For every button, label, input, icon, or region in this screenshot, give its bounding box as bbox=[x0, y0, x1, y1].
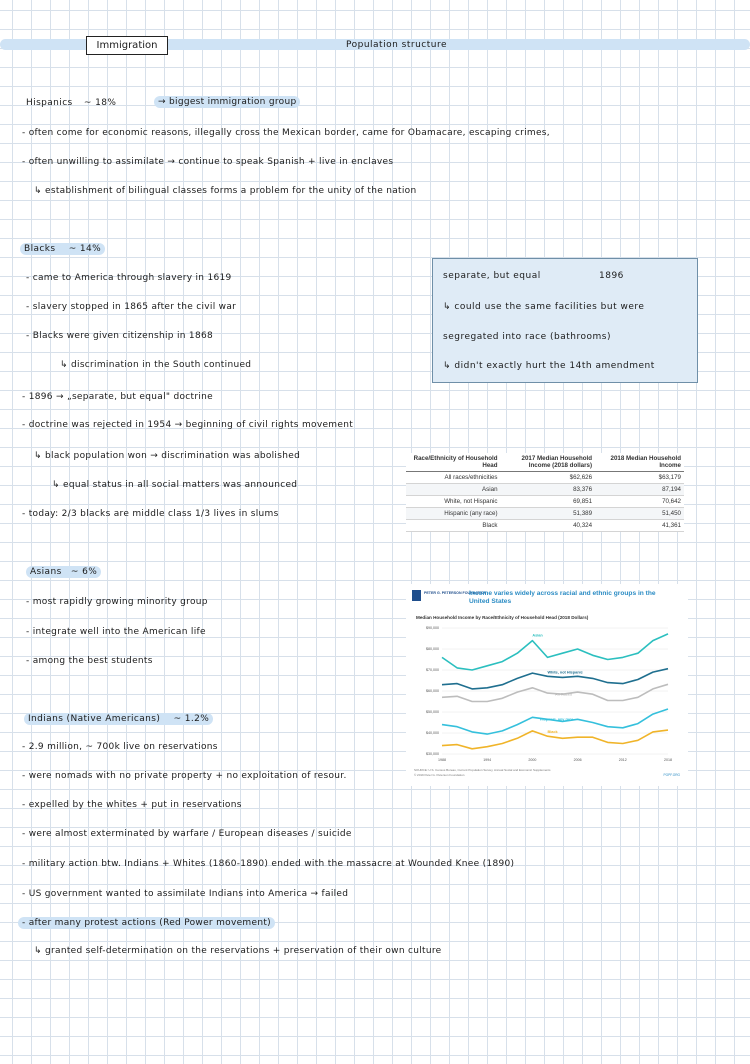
table-cell: Asian bbox=[406, 484, 501, 496]
panel-line-3: ↳ didn't exactly hurt the 14th amendment bbox=[443, 361, 655, 371]
table-cell: 41,361 bbox=[595, 520, 684, 532]
series-label: Hispanic, any race bbox=[539, 717, 574, 722]
blacks-line-3: - Blacks were given citizenship in 1868 bbox=[26, 331, 214, 341]
series-label: White, not Hispanic bbox=[547, 670, 583, 675]
hispanics-line-3: ↳ establishment of bilingual classes forms a problem for the unity of the nation bbox=[34, 186, 417, 196]
table-header-row bbox=[406, 453, 684, 472]
x-tick-label: 2000 bbox=[528, 758, 537, 762]
indians-line-7: - after many protest actions (Red Power movement) bbox=[18, 917, 275, 929]
y-tick-label: $60,000 bbox=[426, 689, 439, 694]
table-row bbox=[406, 472, 684, 484]
table-cell: 69,851 bbox=[501, 496, 596, 508]
logo-icon bbox=[412, 590, 421, 601]
table-row bbox=[406, 484, 684, 496]
chart-footer: © 2019 Peter G. Peterson Foundation bbox=[414, 773, 465, 777]
table-cell: 51,450 bbox=[595, 508, 684, 520]
table-header: 2018 Median Household Income bbox=[595, 453, 684, 472]
series-label: All Races bbox=[555, 692, 573, 697]
chart-source: SOURCE: U.S. Census Bureau, Current Population Survey, Annual Social and Economic Supplements bbox=[414, 768, 551, 772]
blacks-line-8: ↳ equal status in all social matters was announced bbox=[52, 480, 298, 490]
table-cell: 70,642 bbox=[595, 496, 684, 508]
hispanics-line-1: - often come for economic reasons, illegally cross the Mexican border, came for Obamacare, escaping crimes, bbox=[22, 128, 550, 138]
blacks-line-1: - came to America through slavery in 1619 bbox=[26, 273, 232, 283]
x-tick-label: 2018 bbox=[664, 758, 672, 762]
hispanics-title: Hispanics bbox=[26, 98, 73, 108]
asians-share: ~ 6% bbox=[70, 567, 98, 577]
table-cell: 51,389 bbox=[501, 508, 596, 520]
blacks-share: ~ 14% bbox=[68, 244, 102, 254]
y-tick-label: $50,000 bbox=[426, 710, 439, 715]
panel-title: separate, but equal bbox=[443, 271, 541, 281]
blacks-line-4: ↳ discrimination in the South continued bbox=[60, 360, 252, 370]
x-tick-label: 2006 bbox=[573, 758, 582, 762]
table-cell: $62,626 bbox=[501, 472, 596, 484]
table-cell: $63,179 bbox=[595, 472, 684, 484]
hispanics-line-2: - often unwilling to assimilate → continue to speak Spanish + live in enclaves bbox=[22, 157, 394, 167]
blacks-heading bbox=[20, 243, 105, 255]
chart-title: Income varies widely across racial and ethnic groups in the United States bbox=[469, 590, 656, 605]
income-table bbox=[406, 453, 684, 532]
table-cell: 83,376 bbox=[501, 484, 596, 496]
chart-link: PGPF.ORG bbox=[663, 773, 680, 777]
series-line-asian bbox=[442, 634, 668, 670]
hispanics-share: ~ 18% bbox=[83, 98, 117, 108]
table-cell: Hispanic (any race) bbox=[406, 508, 501, 520]
blacks-title: Blacks bbox=[24, 244, 56, 254]
separate-but-equal-box bbox=[432, 258, 698, 383]
table-cell: Black bbox=[406, 520, 501, 532]
x-tick-label: 1994 bbox=[483, 758, 492, 762]
asians-line-2: - integrate well into the American life bbox=[26, 627, 206, 637]
table-cell: 40,324 bbox=[501, 520, 596, 532]
indians-line-2: - were nomads with no private property + no exploitation of resour. bbox=[22, 771, 347, 781]
blacks-line-7: ↳ black population won → discrimination was abolished bbox=[34, 451, 301, 461]
table-cell: All races/ethnicities bbox=[406, 472, 501, 484]
table-cell: White, not Hispanic bbox=[406, 496, 501, 508]
indians-share: ~ 1.2% bbox=[173, 714, 210, 724]
table-header: Race/Ethnicity of Household Head bbox=[406, 453, 501, 472]
table-cell: 87,194 bbox=[595, 484, 684, 496]
blacks-line-9: - today: 2/3 blacks are middle class 1/3 lives in slums bbox=[22, 509, 279, 519]
indians-line-8: ↳ granted self-determination on the reservations + preservation of their own culture bbox=[34, 946, 442, 956]
hispanics-heading bbox=[26, 98, 116, 108]
income-chart bbox=[406, 584, 688, 786]
income-chart-svg bbox=[406, 584, 688, 786]
asians-line-3: - among the best students bbox=[26, 656, 153, 666]
panel-line-2: segregated into race (bathrooms) bbox=[443, 332, 611, 342]
indians-heading bbox=[24, 713, 213, 725]
y-tick-label: $80,000 bbox=[426, 647, 439, 652]
series-label: Asian bbox=[532, 633, 543, 638]
x-tick-label: 2012 bbox=[618, 758, 627, 762]
hispanics-note: → biggest immigration group bbox=[154, 96, 300, 108]
table-row bbox=[406, 520, 684, 532]
panel-year: 1896 bbox=[599, 271, 624, 281]
topic-tab: Immigration bbox=[86, 36, 168, 55]
indians-title: Indians (Native Americans) bbox=[28, 714, 161, 724]
brand-name: PETER G. PETERSON FOUNDATION bbox=[424, 591, 487, 595]
series-label: Black bbox=[547, 730, 558, 735]
y-tick-label: $70,000 bbox=[426, 668, 439, 673]
indians-line-3: - expelled by the whites + put in reservations bbox=[22, 800, 242, 810]
x-tick-label: 1988 bbox=[438, 758, 446, 762]
asians-title: Asians bbox=[30, 567, 62, 577]
y-tick-label: $40,000 bbox=[426, 731, 439, 736]
table-header: 2017 Median Household Income (2018 dollars) bbox=[501, 453, 596, 472]
page-title: Population structure bbox=[346, 40, 447, 50]
table-row bbox=[406, 508, 684, 520]
asians-heading bbox=[26, 566, 101, 578]
blacks-line-2: - slavery stopped in 1865 after the civil war bbox=[26, 302, 237, 312]
blacks-line-5: - 1896 → „separate, but equal" doctrine bbox=[22, 392, 214, 402]
y-tick-label: $90,000 bbox=[426, 626, 439, 631]
indians-line-1: - 2.9 million, ~ 700k live on reservations bbox=[22, 742, 218, 752]
panel-line-1: ↳ could use the same facilities but were bbox=[443, 302, 645, 312]
indians-line-5: - military action btw. Indians + Whites (1860-1890) ended with the massacre at Wounded Knee (1890) bbox=[22, 859, 515, 869]
indians-line-4: - were almost exterminated by warfare / European diseases / suicide bbox=[22, 829, 352, 839]
blacks-line-6: - doctrine was rejected in 1954 → beginning of civil rights movement bbox=[22, 420, 354, 430]
asians-line-1: - most rapidly growing minority group bbox=[26, 597, 208, 607]
table-row bbox=[406, 496, 684, 508]
y-tick-label: $30,000 bbox=[426, 752, 439, 757]
chart-subtitle: Median Household Income by Race/Ethnicity of Household Head (2018 Dollars) bbox=[416, 615, 589, 620]
indians-line-6: - US government wanted to assimilate Indians into America → failed bbox=[22, 889, 349, 899]
